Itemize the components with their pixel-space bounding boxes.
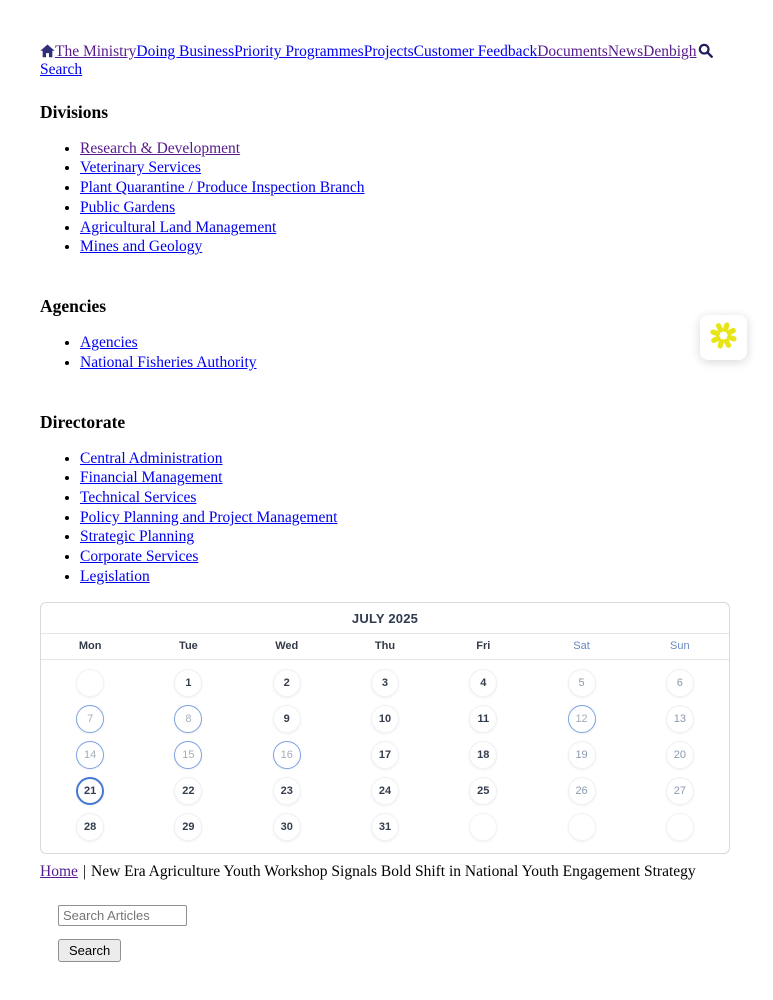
calendar-day-26[interactable]: 26 xyxy=(568,777,596,805)
list-item xyxy=(80,239,730,256)
weekday-label: Mon xyxy=(78,639,102,652)
breadcrumb xyxy=(40,863,730,881)
calendar-cell xyxy=(532,703,630,735)
calendar-day-27[interactable]: 27 xyxy=(666,777,694,805)
nav-link[interactable]: Customer Feedback xyxy=(413,43,538,60)
calendar-day-10[interactable]: 10 xyxy=(371,705,399,733)
section-link[interactable]: Technical Services xyxy=(80,488,197,506)
calendar-day-13[interactable]: 13 xyxy=(666,705,694,733)
nav-links xyxy=(55,43,697,60)
list-item xyxy=(80,180,730,197)
nav-search-link[interactable]: Search xyxy=(40,60,83,78)
list-item xyxy=(80,160,730,177)
nav-link[interactable]: Priority Programmes xyxy=(234,43,364,60)
calendar-cell xyxy=(41,775,139,807)
calendar-day-empty xyxy=(666,813,694,841)
section-link[interactable]: Financial Management xyxy=(80,469,223,487)
section-link[interactable]: Plant Quarantine / Produce Inspection Branch xyxy=(80,179,365,197)
calendar-cell xyxy=(532,811,630,843)
calendar-day-20[interactable]: 20 xyxy=(666,741,694,769)
calendar-day-21[interactable]: 21 xyxy=(76,777,104,805)
calendar-cell xyxy=(139,739,237,771)
weekday-label: Sat xyxy=(573,639,590,652)
calendar-day-17[interactable]: 17 xyxy=(371,741,399,769)
calendar-day-30[interactable]: 30 xyxy=(273,813,301,841)
calendar-cell xyxy=(41,667,139,699)
calendar-day-24[interactable]: 24 xyxy=(371,777,399,805)
section-link-list xyxy=(40,141,730,256)
calendar-day-31[interactable]: 31 xyxy=(371,813,399,841)
calendar-day-12[interactable]: 12 xyxy=(568,705,596,733)
calendar-cell xyxy=(434,667,532,699)
article-title: New Era Agriculture Youth Workshop Signals Bold Shift in National Youth Engagement Strategy xyxy=(91,862,696,880)
calendar-cell xyxy=(434,739,532,771)
calendar-day-empty xyxy=(469,813,497,841)
calendar-cell xyxy=(41,811,139,843)
list-item xyxy=(80,451,730,468)
section-link[interactable]: Research & Development xyxy=(80,139,241,157)
section-link[interactable]: Central Administration xyxy=(80,449,223,467)
calendar-cell xyxy=(631,811,729,843)
calendar-cell xyxy=(336,811,434,843)
asterisk-icon xyxy=(708,320,739,356)
calendar-day-16[interactable]: 16 xyxy=(273,741,301,769)
nav-link[interactable]: Denbigh xyxy=(643,43,697,60)
calendar-day-14[interactable]: 14 xyxy=(76,741,104,769)
home-link[interactable] xyxy=(40,43,55,60)
section-link[interactable]: Agricultural Land Management xyxy=(80,218,277,236)
calendar-cell xyxy=(41,739,139,771)
list-item xyxy=(80,470,730,487)
calendar-cell xyxy=(238,775,336,807)
calendar-cell xyxy=(336,775,434,807)
calendar-day-6[interactable]: 6 xyxy=(666,669,694,697)
section-agencies xyxy=(40,296,730,371)
breadcrumb-home-link[interactable]: Home xyxy=(40,862,78,880)
calendar-month-title: JULY 2025 xyxy=(41,603,729,634)
calendar-cell xyxy=(139,703,237,735)
section-link[interactable]: Policy Planning and Project Management xyxy=(80,508,338,526)
calendar-cell xyxy=(532,775,630,807)
weekday-label: Fri xyxy=(476,639,491,652)
list-item xyxy=(80,200,730,217)
section-link[interactable]: Public Gardens xyxy=(80,198,176,216)
calendar-cell xyxy=(532,739,630,771)
weekday-label: Wed xyxy=(275,639,299,652)
calendar-day-19[interactable]: 19 xyxy=(568,741,596,769)
top-nav xyxy=(40,0,730,79)
weekday-label: Tue xyxy=(179,639,198,652)
list-item xyxy=(80,529,730,546)
calendar-cell xyxy=(631,667,729,699)
nav-link[interactable]: Projects xyxy=(363,43,414,60)
search-icon[interactable] xyxy=(698,43,713,58)
home-icon xyxy=(40,44,55,58)
calendar-cell xyxy=(139,811,237,843)
calendar-cell xyxy=(336,739,434,771)
calendar-day-18[interactable]: 18 xyxy=(469,741,497,769)
breadcrumb-separator: | xyxy=(82,862,86,880)
calendar-cell xyxy=(631,703,729,735)
section-title: Directorate xyxy=(40,411,126,432)
calendar-day-3[interactable]: 3 xyxy=(371,669,399,697)
weekday-label: Sun xyxy=(670,639,690,652)
list-item xyxy=(80,220,730,237)
calendar-weekdays xyxy=(41,634,729,660)
calendar-day-23[interactable]: 23 xyxy=(273,777,301,805)
calendar-day-1[interactable]: 1 xyxy=(174,669,202,697)
calendar-grid xyxy=(41,660,729,853)
section-link[interactable]: Legislation xyxy=(80,567,150,585)
nav-link[interactable]: Documents xyxy=(537,43,608,60)
calendar-day-8[interactable]: 8 xyxy=(174,705,202,733)
calendar-cell xyxy=(139,775,237,807)
calendar-day-7[interactable]: 7 xyxy=(76,705,104,733)
calendar-day-2[interactable]: 2 xyxy=(273,669,301,697)
section-directorate xyxy=(40,412,730,586)
calendar-day-22[interactable]: 22 xyxy=(174,777,202,805)
nav-link[interactable]: News xyxy=(607,43,644,60)
calendar-day-29[interactable]: 29 xyxy=(174,813,202,841)
list-item xyxy=(80,490,730,507)
calendar-cell xyxy=(434,775,532,807)
calendar-day-28[interactable]: 28 xyxy=(76,813,104,841)
calendar-day-empty xyxy=(76,669,104,697)
list-item xyxy=(80,141,730,158)
weekday-label: Thu xyxy=(374,639,396,652)
calendar-cell xyxy=(238,667,336,699)
calendar-cell xyxy=(238,739,336,771)
calendar-day-11[interactable]: 11 xyxy=(469,705,497,733)
calendar-day-5[interactable]: 5 xyxy=(568,669,596,697)
article-search-form xyxy=(58,905,730,962)
section-link-list xyxy=(40,451,730,586)
calendar-cell xyxy=(238,811,336,843)
section-link[interactable]: Corporate Services xyxy=(80,548,199,566)
list-item xyxy=(80,355,730,372)
calendar-cell xyxy=(434,811,532,843)
calendar-cell xyxy=(532,667,630,699)
calendar-day-9[interactable]: 9 xyxy=(273,705,301,733)
search-articles-input[interactable] xyxy=(58,905,187,926)
calendar-cell xyxy=(631,775,729,807)
nav-link[interactable]: The Ministry xyxy=(55,43,137,60)
section-divisions xyxy=(40,102,730,256)
calendar-cell xyxy=(631,739,729,771)
calendar-day-empty xyxy=(568,813,596,841)
section-link[interactable]: Veterinary Services xyxy=(80,159,201,177)
calendar-cell xyxy=(41,703,139,735)
section-link[interactable]: Agencies xyxy=(80,334,138,352)
calendar-cell xyxy=(238,703,336,735)
calendar-cell xyxy=(139,667,237,699)
section-link[interactable]: Mines and Geology xyxy=(80,238,203,256)
sections xyxy=(40,102,730,586)
section-link-list xyxy=(40,335,730,371)
calendar-day-4[interactable]: 4 xyxy=(469,669,497,697)
section-title: Agencies xyxy=(40,296,107,317)
list-item xyxy=(80,569,730,586)
list-item xyxy=(80,549,730,566)
calendar-cell xyxy=(336,703,434,735)
list-item xyxy=(80,510,730,527)
section-link[interactable]: Strategic Planning xyxy=(80,528,195,546)
calendar-cell xyxy=(434,703,532,735)
calendar xyxy=(40,602,730,854)
nav-link[interactable]: Doing Business xyxy=(136,43,235,60)
list-item xyxy=(80,335,730,352)
search-articles-button[interactable]: Search xyxy=(58,939,121,962)
section-title: Divisions xyxy=(40,101,109,122)
floating-widget-button[interactable] xyxy=(700,315,747,360)
calendar-cell xyxy=(336,667,434,699)
section-link[interactable]: National Fisheries Authority xyxy=(80,353,257,371)
calendar-day-25[interactable]: 25 xyxy=(469,777,497,805)
calendar-day-15[interactable]: 15 xyxy=(174,741,202,769)
